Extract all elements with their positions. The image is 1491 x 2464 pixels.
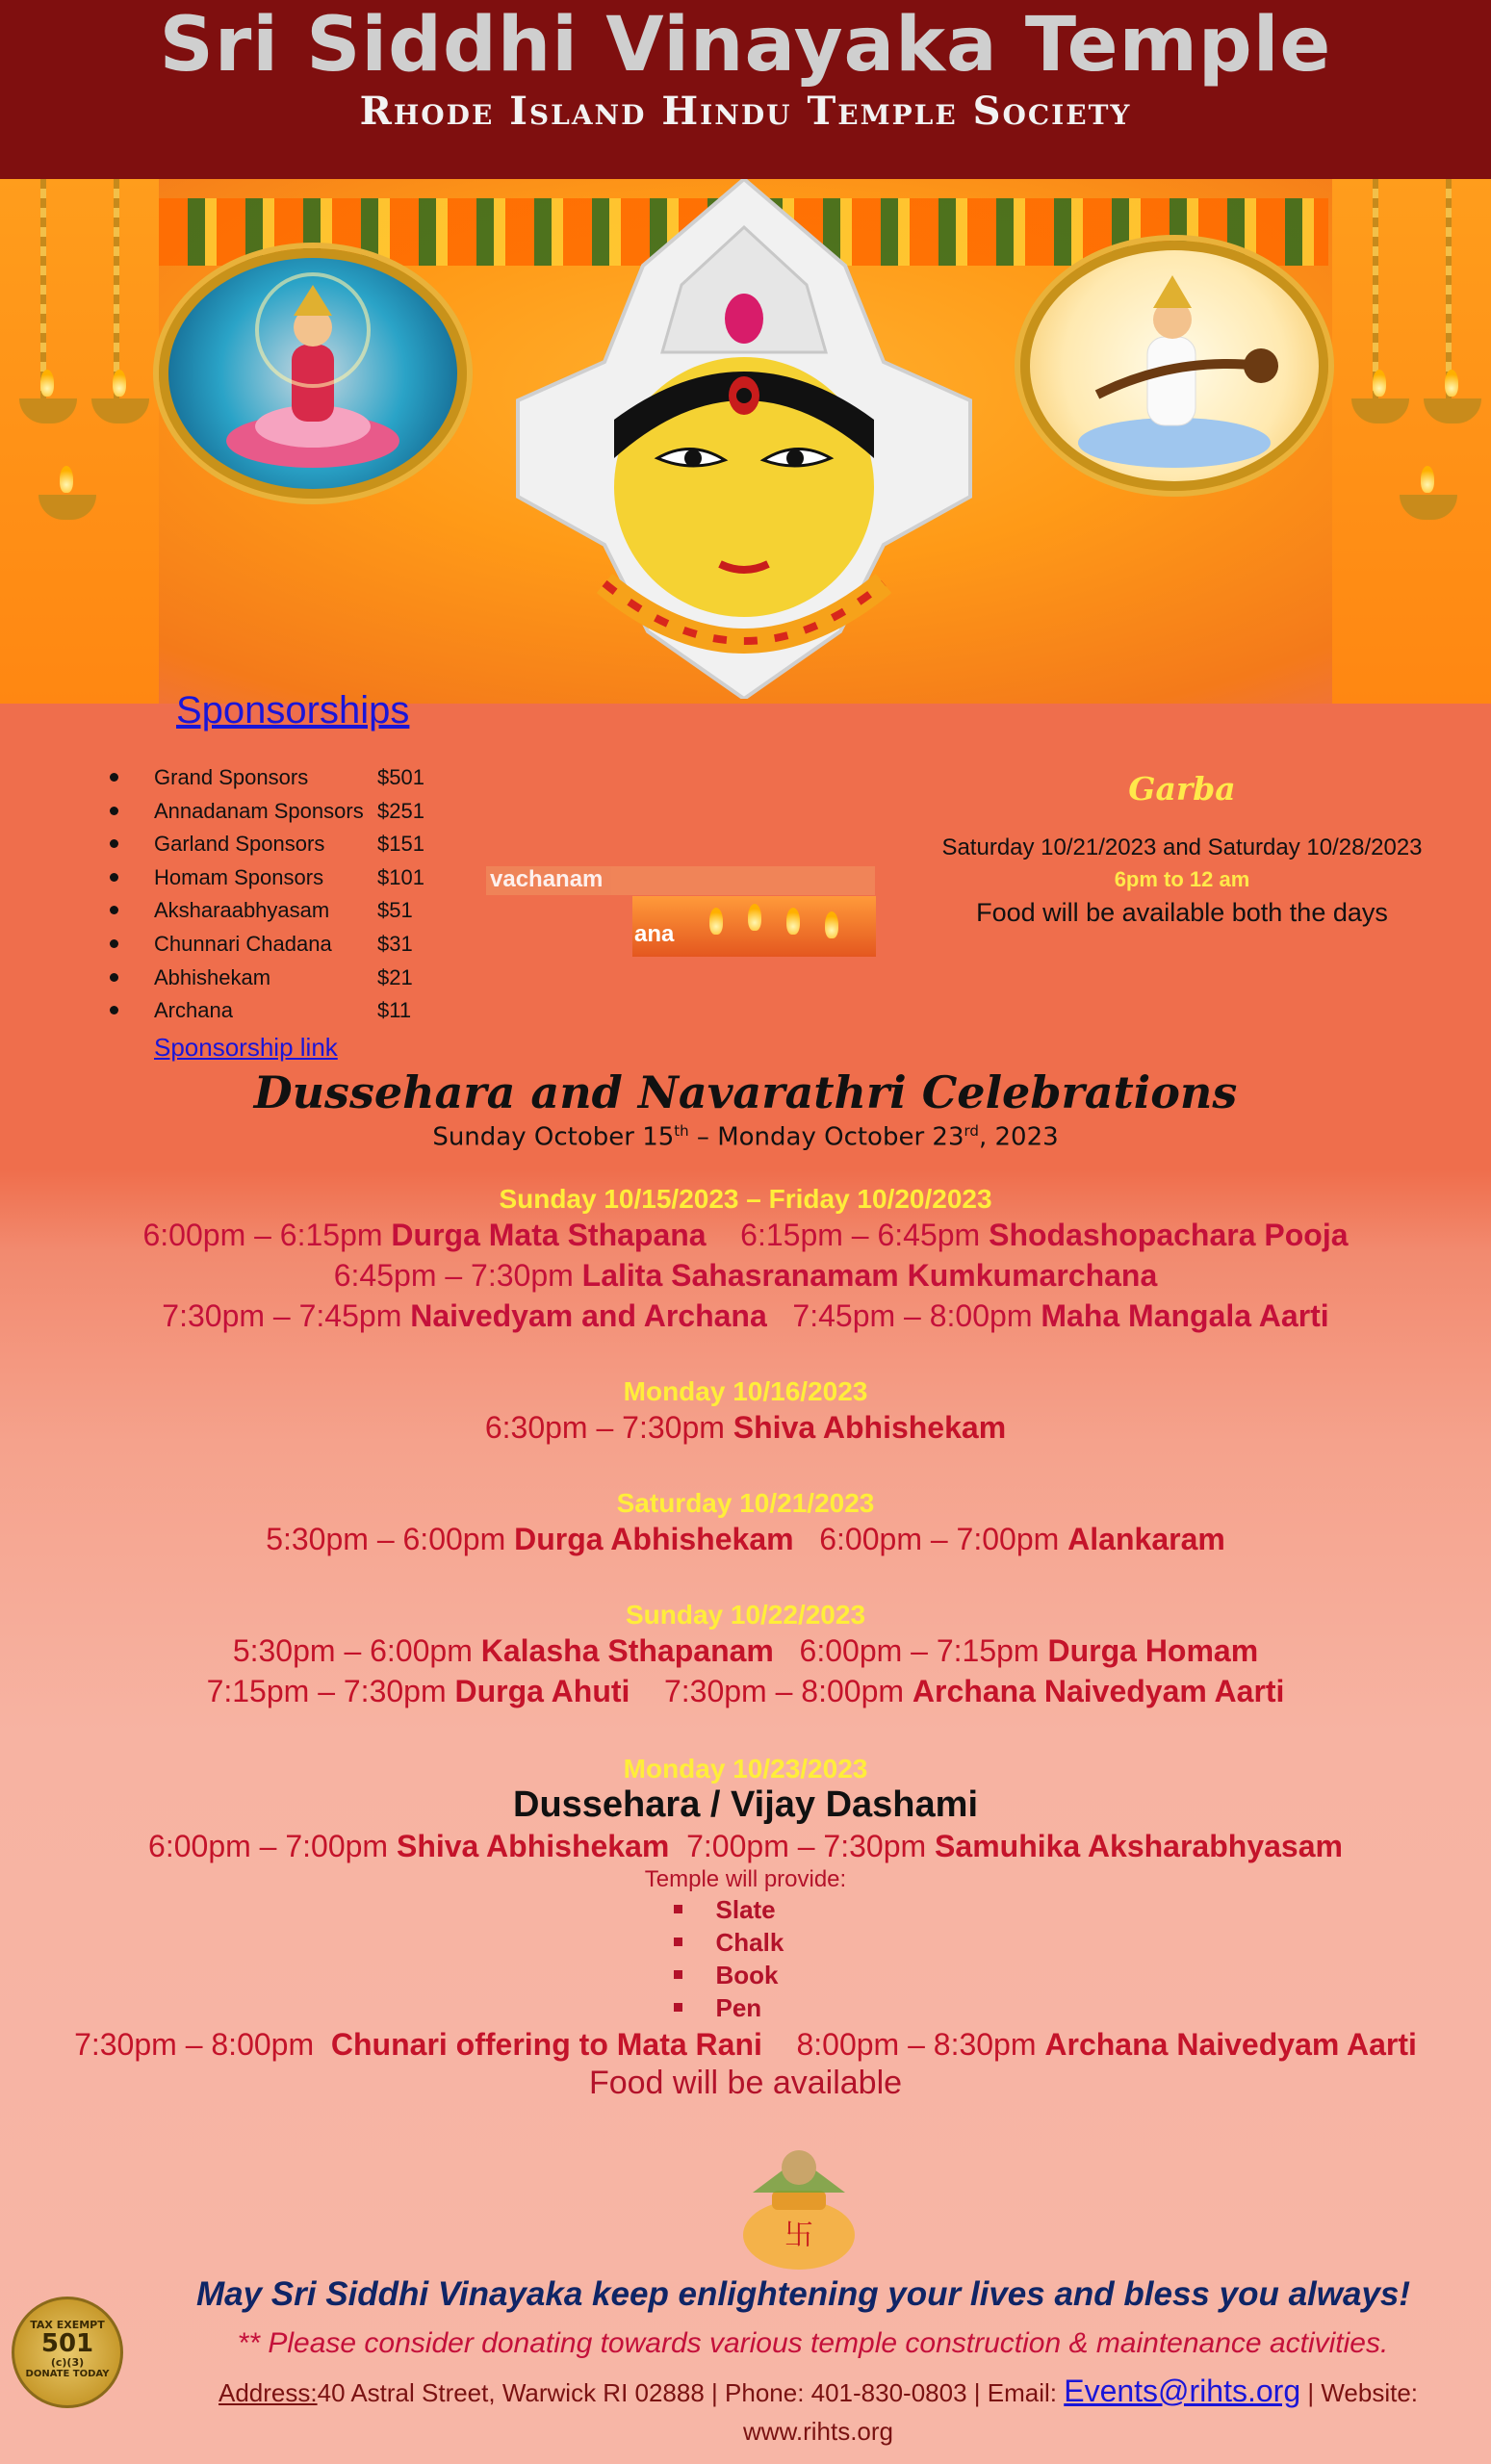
oil-lamp-icon xyxy=(1400,495,1457,520)
schedule-day-4 xyxy=(0,1600,1491,1711)
schedule-row: 5:30pm – 6:00pm Kalasha Sthapanam 6:00pm – 7:15pm Durga Homam xyxy=(232,1633,1259,1668)
schedule-day-1 xyxy=(0,1184,1491,1336)
list-item: Slate xyxy=(674,1893,818,1926)
tax-exempt-seal: TAX EXEMPT 501 (c)(3) DONATE TODAY xyxy=(12,2297,123,2408)
header-banner xyxy=(0,0,1491,179)
banner-strip-text: vachanam xyxy=(486,866,875,895)
schedule-row: 6:30pm – 7:30pm Shiva Abhishekam xyxy=(484,1410,1007,1445)
day-label: Monday 10/16/2023 xyxy=(623,1376,868,1406)
provided-items-list xyxy=(674,1893,818,2024)
celebration-heading xyxy=(0,1066,1491,1152)
address-label: Address: xyxy=(219,2378,318,2407)
garba-section xyxy=(874,770,1490,928)
flame-icon xyxy=(748,904,761,931)
svg-text:卐: 卐 xyxy=(784,2219,813,2252)
schedule-row: 5:30pm – 6:00pm Durga Abhishekam 6:00pm – 7:00pm Alankaram xyxy=(266,1522,1225,1556)
day-label: Saturday 10/21/2023 xyxy=(616,1488,875,1518)
list-item: Homam Sponsors $101 xyxy=(106,863,452,897)
flame-icon xyxy=(1421,466,1434,493)
day-label: Sunday 10/22/2023 xyxy=(625,1600,866,1630)
flame-icon xyxy=(709,908,723,935)
list-item: Pen xyxy=(674,1991,818,2024)
oil-lamp-icon xyxy=(91,398,149,424)
oil-lamp-icon xyxy=(1351,398,1409,424)
sponsorship-list xyxy=(106,763,452,1030)
donation-note: ** Please consider donating towards various temple construction & maintenance activities. xyxy=(237,2327,1389,2359)
list-item: Book xyxy=(674,1959,818,1991)
schedule-row: 7:15pm – 7:30pm Durga Ahuti 7:30pm – 8:00pm Archana Naivedyam Aarti xyxy=(206,1674,1285,1708)
right-lamp-column xyxy=(1332,179,1491,704)
temple-title: Sri Siddhi Vinayaka Temple xyxy=(159,2,1332,89)
oil-lamp-icon xyxy=(39,495,96,520)
flame-icon xyxy=(40,370,54,397)
sponsorship-link[interactable]: Sponsorship link xyxy=(154,1033,338,1062)
day-label: Sunday 10/15/2023 – Friday 10/20/2023 xyxy=(499,1184,992,1214)
provide-note: Temple will provide: xyxy=(644,1866,847,1892)
garba-food-note: Food will be available both the days xyxy=(976,898,1388,927)
diya-strip: ana xyxy=(632,896,876,957)
kalash-icon xyxy=(714,2139,884,2273)
list-item: Grand Sponsors $501 xyxy=(106,763,452,797)
schedule-row: 7:30pm – 7:45pm Naivedyam and Archana 7:45pm – 8:00pm Maha Mangala Aarti xyxy=(162,1298,1329,1333)
list-item: Abhishekam $21 xyxy=(106,963,452,997)
left-lamp-column xyxy=(0,179,159,704)
list-item: Garland Sponsors $151 xyxy=(106,830,452,863)
lakshmi-medallion-image xyxy=(159,248,467,499)
list-item: Chunnari Chadana $31 xyxy=(106,930,452,963)
garba-dates: Saturday 10/21/2023 and Saturday 10/28/2023 xyxy=(941,834,1423,860)
durga-face-image xyxy=(431,179,1057,699)
list-item: Aksharaabhyasam $51 xyxy=(106,896,452,930)
saraswati-medallion-image xyxy=(1020,241,1328,491)
dussehara-heading: Dussehara / Vijay Dashami xyxy=(513,1784,978,1825)
flame-icon xyxy=(825,911,838,938)
chain-icon xyxy=(1373,179,1378,400)
chain-icon xyxy=(114,179,119,400)
flame-icon xyxy=(1373,370,1386,397)
sponsorships-heading[interactable]: Sponsorships xyxy=(176,689,410,732)
schedule-row: 7:30pm – 8:00pm Chunari offering to Mata Rani 8:00pm – 8:30pm Archana Naivedyam Aarti xyxy=(74,2027,1417,2062)
flame-icon xyxy=(60,466,73,493)
oil-lamp-icon xyxy=(1424,398,1481,424)
list-item: Archana $11 xyxy=(106,996,452,1030)
schedule-day-2 xyxy=(0,1376,1491,1448)
schedule-row: 6:00pm – 7:00pm Shiva Abhishekam 7:00pm – 7:30pm Samuhika Aksharabhyasam xyxy=(148,1829,1343,1863)
chain-icon xyxy=(40,179,46,400)
list-item: Annadanam Sponsors $251 xyxy=(106,797,452,831)
schedule-row: 6:45pm – 7:30pm Lalita Sahasranamam Kumkumarchana xyxy=(333,1258,1158,1293)
food-note: Food will be available xyxy=(588,2065,903,2101)
flame-icon xyxy=(113,370,126,397)
celebration-dates: Sunday October 15th – Monday October 23rd, 2023 xyxy=(432,1122,1059,1152)
address-text: 40 Astral Street, Warwick RI 02888 | Phone: 401-830-0803 | Email: xyxy=(317,2378,1065,2407)
schedule-row: 6:00pm – 6:15pm Durga Mata Sthapana 6:15pm – 6:45pm Shodashopachara Pooja xyxy=(142,1218,1349,1252)
garba-time: 6pm to 12 am xyxy=(1114,867,1250,891)
schedule-day-5 xyxy=(0,1754,1491,2102)
garba-title: Garba xyxy=(1128,770,1236,808)
society-subtitle: Rhode Island Hindu Temple Society xyxy=(359,89,1132,134)
blessing-text: May Sri Siddhi Vinayaka keep enlightening your lives and bless you always! xyxy=(195,2275,1411,2313)
email-link[interactable]: Events@rihts.org xyxy=(1064,2374,1301,2408)
celebration-title: Dussehara and Navarathri Celebrations xyxy=(253,1066,1238,1118)
contact-info: Address:40 Astral Street, Warwick RI 02888 | Phone: 401-830-0803 | Email: Events@rihts.org | Website: www.rihts.org xyxy=(219,2374,1418,2446)
flame-icon xyxy=(1445,370,1458,397)
flame-icon xyxy=(786,908,800,935)
oil-lamp-icon xyxy=(19,398,77,424)
schedule-day-3 xyxy=(0,1488,1491,1559)
website-link[interactable]: www.rihts.org xyxy=(742,2417,894,2446)
chain-icon xyxy=(1446,179,1452,400)
day-label: Monday 10/23/2023 xyxy=(623,1754,868,1784)
list-item: Chalk xyxy=(674,1926,818,1959)
